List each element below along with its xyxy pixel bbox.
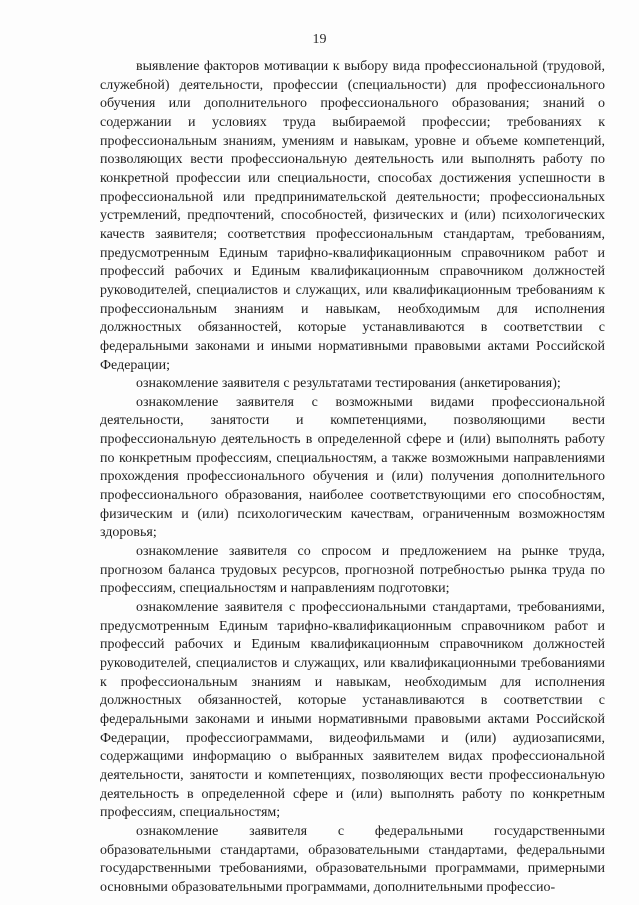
page-number: 19 bbox=[312, 32, 327, 47]
paragraph: ознакомление заявителя с результатами тестирования (анкетирования); bbox=[136, 376, 561, 392]
paragraph: ознакомление заявителя с профессиональными стандартами, требованиями, предусмотренным Единым тарифно-квалификационным справочником работ и профессий рабочих и Единым квалификационным справочником должностей руководителей, специалистов и служащих, или квалификационными требованиями к профессиональным знаниям и навыкам, необходимым для исполнения должностных обязанностей, которые устанавливаются в соответствии с федеральными законами и иными нормативными правовыми актами Российской Федерации, профессиограммами, видеофильмами и (или) аудиозаписями, содержащими информацию о выбранных заявителем видах профессиональной деятельности, занятости и компетенциях, позволяющих вести профессиональную деятельность в определенной сфере и (или) выполнять работу по конкретным профессиям, специальностям; bbox=[100, 600, 605, 821]
paragraph: ознакомление заявителя с федеральными государственными образовательными стандартами, образовательными стандартами, федеральными государственными требованиями, образовательными программами, примерными основными образовательными программами, дополнительными профессио- bbox=[100, 823, 605, 895]
body-text bbox=[100, 58, 605, 898]
paragraph: ознакомление заявителя со спросом и предложением на рынке труда, прогнозом баланса трудовых ресурсов, прогнозной потребностью рынка труда по профессиям, специальностям и направлениям подготовки; bbox=[100, 544, 605, 597]
paragraph: выявление факторов мотивации к выбору вида профессиональной (трудовой, служебной) деятельности, профессии (специальности) для профессионального обучения или дополнительного профессионального образования; знаний о содержании и условиях труда выбираемой профессии; требованиях к профессиональным знаниям, умениям и навыкам, уровне и объеме компетенций, позволяющих вести профессиональную деятельность или выполнять работу по конкретной профессии или специальности, способах достижения успешности в профессиональной или предпринимательской деятельности; профессиональных устремлений, предпочтений, способностей, физических и (или) психологических качеств заявителя; соответствия профессиональным стандартам, требованиям, предусмотренным Единым тарифно-квалификационным справочником работ и профессий рабочих и Единым квалификационным справочником должностей руководителей, специалистов и служащих, или квалификационным требованиям к профессиональным знаниям и навыкам, необходимым для исполнения должностных обязанностей, которые устанавливаются в соответствии с федеральными законами и иными нормативными правовыми актами Российской Федерации; bbox=[100, 59, 605, 373]
paragraph: ознакомление заявителя с возможными видами профессиональной деятельности, занятости и компетенциями, позволяющими вести профессиональную деятельность в определенной сфере и (или) выполнять работу по конкретным профессиям, специальностям, а также возможными направлениями прохождения профессионального обучения и (или) получения дополнительного профессионального образования, наиболее соответствующими его способностям, физическим и (или) психологическим качествам, ограниченным возможностям здоровья; bbox=[100, 394, 605, 541]
